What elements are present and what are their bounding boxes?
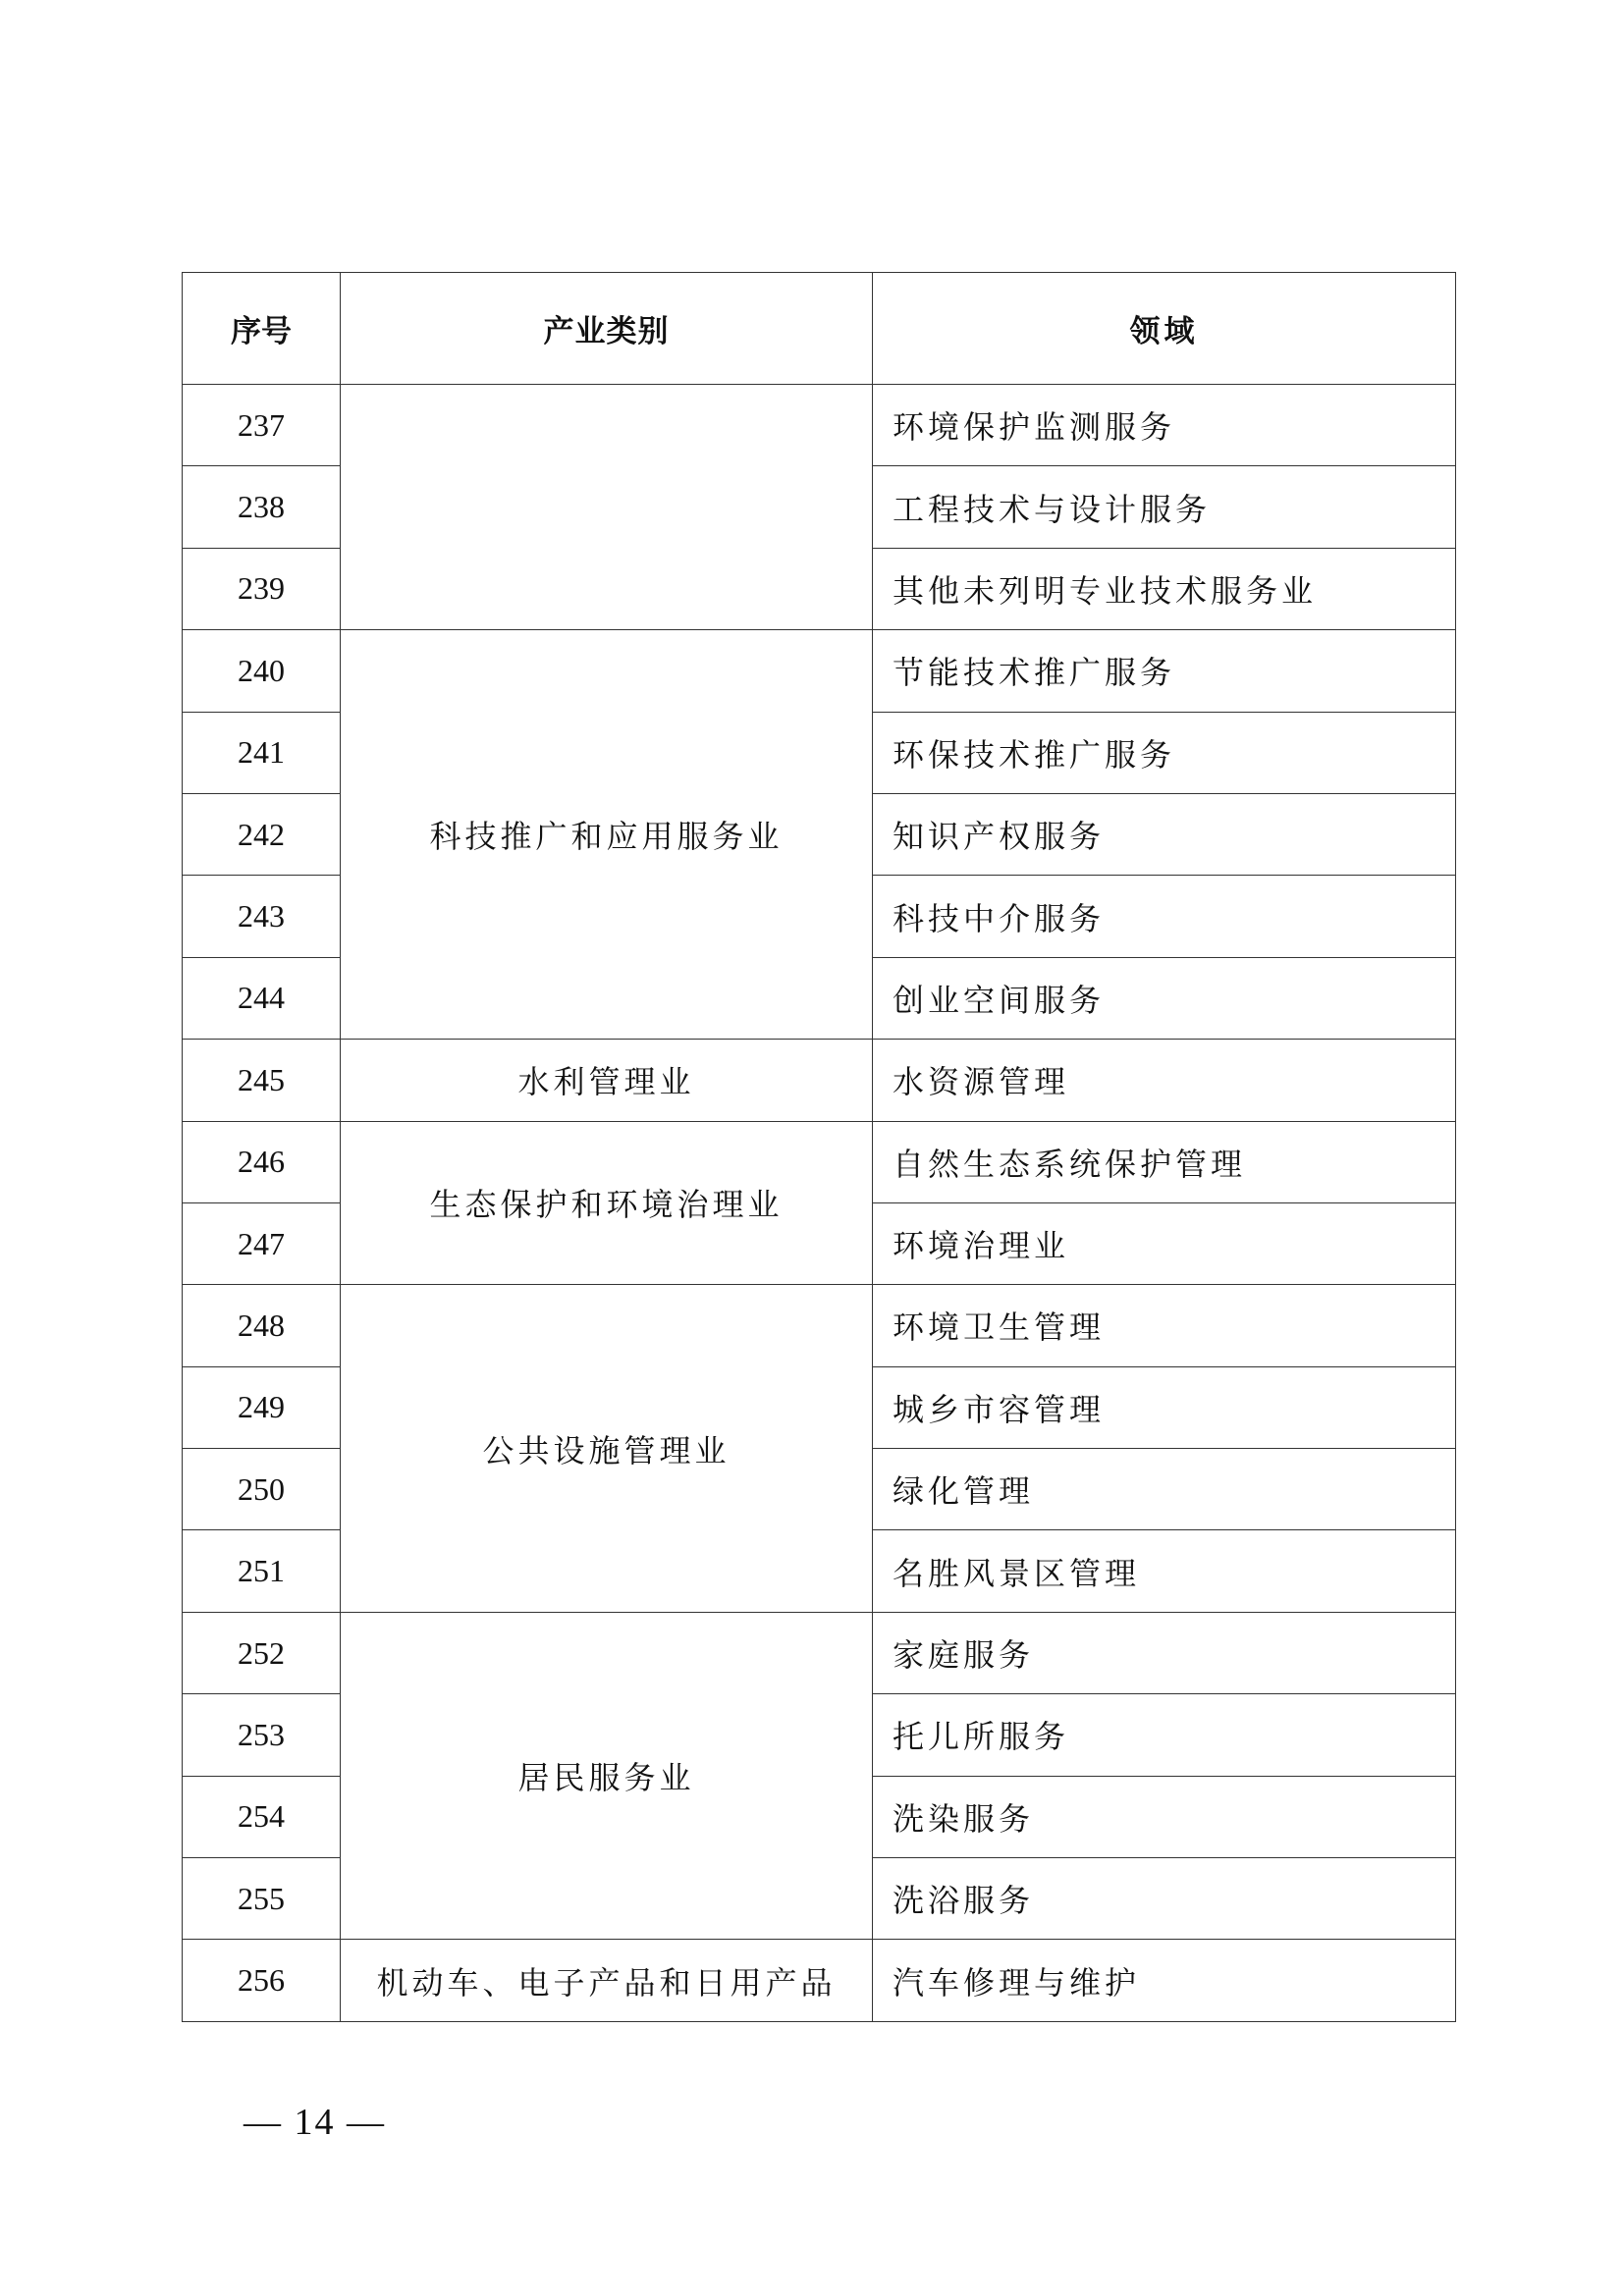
row-index: 237	[183, 385, 341, 466]
table-row	[183, 630, 1456, 712]
field-name: 自然生态系统保护管理	[873, 1121, 1456, 1202]
field-name: 名胜风景区管理	[873, 1530, 1456, 1612]
field-name: 节能技术推广服务	[873, 630, 1456, 712]
industry-category: 居民服务业	[341, 1612, 873, 1940]
field-name: 科技中介服务	[873, 876, 1456, 957]
field-name: 环境卫生管理	[873, 1285, 1456, 1366]
header-row	[183, 273, 1456, 385]
table-body	[183, 385, 1456, 2022]
industry-table	[182, 272, 1456, 2022]
field-name: 工程技术与设计服务	[873, 466, 1456, 548]
field-name: 知识产权服务	[873, 793, 1456, 875]
row-index: 241	[183, 712, 341, 793]
table-row	[183, 1612, 1456, 1693]
row-index: 243	[183, 876, 341, 957]
row-index: 244	[183, 957, 341, 1039]
row-index: 242	[183, 793, 341, 875]
row-index: 245	[183, 1040, 341, 1121]
row-index: 246	[183, 1121, 341, 1202]
page-number: — 14 —	[244, 2102, 386, 2143]
field-name: 环保技术推广服务	[873, 712, 1456, 793]
table-row	[183, 1940, 1456, 2021]
field-name: 水资源管理	[873, 1040, 1456, 1121]
table-row	[183, 1121, 1456, 1202]
field-name: 托儿所服务	[873, 1694, 1456, 1776]
industry-category: 机动车、电子产品和日用产品	[341, 1940, 873, 2021]
field-name: 创业空间服务	[873, 957, 1456, 1039]
industry-category: 水利管理业	[341, 1040, 873, 1121]
table-row	[183, 385, 1456, 466]
row-index: 250	[183, 1449, 341, 1530]
field-name: 洗浴服务	[873, 1858, 1456, 1940]
row-index: 254	[183, 1776, 341, 1857]
row-index: 240	[183, 630, 341, 712]
header-category: 产业类别	[341, 273, 873, 385]
header-field: 领域	[873, 273, 1456, 385]
row-index: 253	[183, 1694, 341, 1776]
table-row	[183, 1285, 1456, 1366]
industry-category	[341, 385, 873, 630]
field-name: 洗染服务	[873, 1776, 1456, 1857]
field-name: 其他未列明专业技术服务业	[873, 548, 1456, 629]
row-index: 251	[183, 1530, 341, 1612]
table-row	[183, 1040, 1456, 1121]
row-index: 239	[183, 548, 341, 629]
row-index: 252	[183, 1612, 341, 1693]
industry-category: 生态保护和环境治理业	[341, 1121, 873, 1285]
header-index: 序号	[183, 273, 341, 385]
row-index: 238	[183, 466, 341, 548]
industry-category: 科技推广和应用服务业	[341, 630, 873, 1040]
row-index: 255	[183, 1858, 341, 1940]
field-name: 环境治理业	[873, 1202, 1456, 1284]
row-index: 249	[183, 1366, 341, 1448]
field-name: 家庭服务	[873, 1612, 1456, 1693]
field-name: 城乡市容管理	[873, 1366, 1456, 1448]
field-name: 汽车修理与维护	[873, 1940, 1456, 2021]
row-index: 248	[183, 1285, 341, 1366]
field-name: 绿化管理	[873, 1449, 1456, 1530]
industry-category: 公共设施管理业	[341, 1285, 873, 1613]
row-index: 247	[183, 1202, 341, 1284]
row-index: 256	[183, 1940, 341, 2021]
field-name: 环境保护监测服务	[873, 385, 1456, 466]
